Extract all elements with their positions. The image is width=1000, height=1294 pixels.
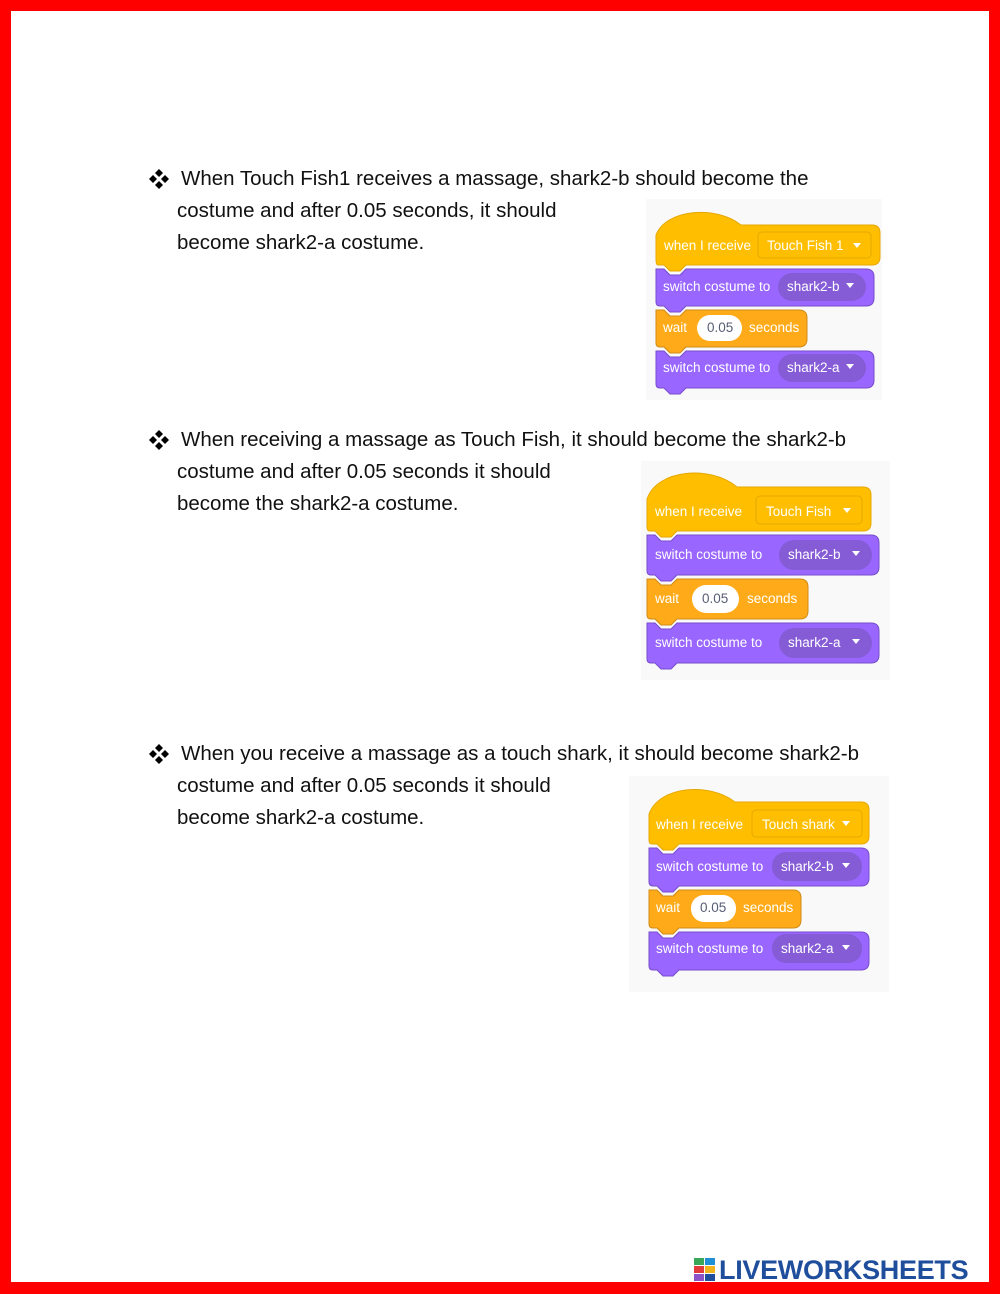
seconds-label: seconds (743, 900, 794, 915)
scratch-blocks-graphic (641, 461, 890, 680)
costume-dropdown-label: shark2-b (787, 279, 840, 294)
switch-costume-label: switch costume to (656, 941, 764, 956)
message-dropdown-label: Touch shark (762, 817, 835, 832)
four-diamond-bullet-icon (148, 429, 170, 451)
instruction-text: When receiving a massage as Touch Fish, it should become the shark2-b (181, 428, 847, 451)
instruction-line: become shark2-a costume. (177, 231, 425, 254)
hat-block-label: when I receive (656, 817, 744, 832)
costume-dropdown-label: shark2-a (781, 941, 834, 956)
scratch-script-1 (646, 199, 882, 400)
four-diamond-bullet-icon (148, 168, 170, 190)
seconds-label: seconds (747, 591, 798, 606)
hat-block-label: when I receive (655, 504, 743, 519)
scratch-script-3 (629, 776, 889, 992)
wait-label: wait (655, 591, 680, 606)
costume-dropdown-label: shark2-a (788, 635, 841, 650)
costume-dropdown-label: shark2-b (781, 859, 834, 874)
message-dropdown-label: Touch Fish 1 (767, 238, 844, 253)
liveworksheets-logo (694, 1256, 968, 1284)
scratch-blocks-graphic (646, 199, 882, 400)
costume-dropdown-label: shark2-b (788, 547, 841, 562)
scratch-script-2 (641, 461, 890, 680)
switch-costume-label: switch costume to (655, 547, 763, 562)
wait-label: wait (663, 320, 688, 335)
wait-value: 0.05 (700, 900, 727, 915)
wait-value: 0.05 (702, 591, 729, 606)
instruction-line: become the shark2-a costume. (177, 492, 459, 515)
instruction-text: When you receive a massage as a touch shark, it should become shark2-b (181, 742, 859, 765)
message-dropdown-label: Touch Fish (766, 504, 832, 519)
instruction-line: become shark2-a costume. (177, 806, 425, 829)
instruction-line (148, 163, 878, 195)
hat-block-label: when I receive (664, 238, 752, 253)
logo-text: LIVEWORKSHEETS (719, 1255, 969, 1285)
scratch-blocks-graphic (629, 776, 889, 992)
wait-label: wait (656, 900, 681, 915)
switch-costume-label: switch costume to (655, 635, 763, 650)
instruction-line: costume and after 0.05 seconds, it should (177, 199, 557, 222)
instruction-line (148, 424, 878, 456)
costume-dropdown-label: shark2-a (787, 360, 840, 375)
seconds-label: seconds (749, 320, 800, 335)
instruction-line: costume and after 0.05 seconds it should (177, 460, 551, 483)
switch-costume-label: switch costume to (656, 859, 764, 874)
instruction-line (148, 738, 878, 770)
four-diamond-bullet-icon (148, 743, 170, 765)
wait-value: 0.05 (707, 320, 734, 335)
switch-costume-label: switch costume to (663, 360, 771, 375)
switch-costume-label: switch costume to (663, 279, 771, 294)
liveworksheets-logo-icon (694, 1258, 716, 1282)
instruction-text: When Touch Fish1 receives a massage, shark2-b should become the (181, 167, 809, 190)
instruction-line: costume and after 0.05 seconds it should (177, 774, 551, 797)
